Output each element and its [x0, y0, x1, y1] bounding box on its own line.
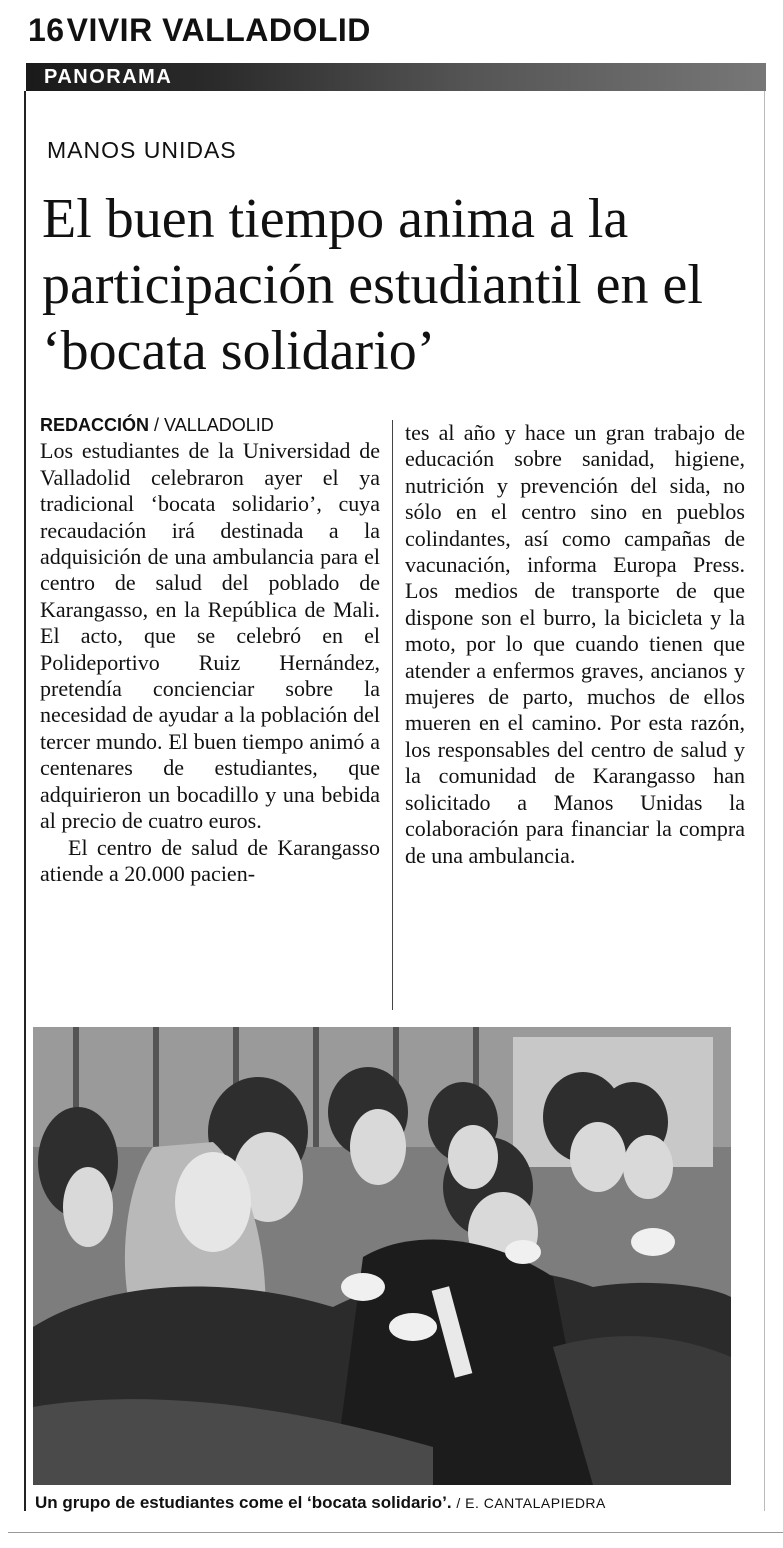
- bottom-rule: [8, 1532, 783, 1533]
- article-photo: [33, 1027, 731, 1485]
- byline: REDACCIÓN / VALLADOLID: [40, 415, 274, 435]
- photo-credit: E. CANTALAPIEDRA: [465, 1495, 606, 1511]
- caption-text: Un grupo de estudiantes come el ‘bocata solidario’.: [35, 1493, 452, 1512]
- article-paragraph: El centro de salud de Karangasso atiende a 20.000 pacien-: [40, 834, 380, 886]
- students-eating-photo: [33, 1027, 731, 1485]
- page-number: 16: [28, 12, 65, 48]
- article-headline: El buen tiempo anima a la participación estudiantil en el ‘bocata solidario’: [42, 188, 703, 382]
- frame-left-rule: [24, 91, 26, 1511]
- article-column-left: [40, 412, 380, 887]
- masthead: [28, 12, 371, 49]
- column-divider: [392, 420, 393, 1010]
- byline-author: REDACCIÓN: [40, 415, 150, 435]
- article-kicker: MANOS UNIDAS: [47, 137, 237, 163]
- section-bar: [26, 63, 766, 91]
- article-column-right: [405, 420, 745, 869]
- publication-name: VIVIR VALLADOLID: [66, 12, 371, 48]
- byline-location: VALLADOLID: [164, 415, 274, 435]
- section-label: PANORAMA: [44, 66, 173, 88]
- photo-caption: Un grupo de estudiantes come el ‘bocata solidario’. / E. CANTALAPIEDRA: [35, 1493, 606, 1512]
- frame-right-rule: [764, 91, 765, 1511]
- article-paragraph: Los estudiantes de la Universidad de Valladolid celebraron ayer el ya tradicional ‘bocata solidario’, cuya recaudación irá destinada a la adquisición de una ambulancia para el centro de salud del poblado de Karangasso, en la República de Mali. El acto, que se celebró en el Polideportivo Ruiz Hernández, pretendía concienciar sobre la necesidad de ayudar a la población del tercer mundo. El buen tiempo animó a centenares de estudiantes, que adquirieron un bocadillo y una bebida al precio de cuatro euros.: [40, 438, 380, 834]
- article-paragraph: tes al año y hace un gran trabajo de educación sobre sanidad, higiene, nutrición y prevención del sida, no sólo en el centro sino en pueblos colindantes, así como campañas de vacunación, informa Europa Press. Los medios de transporte de que dispone son el burro, la bicicleta y la moto, por lo que cuando tienen que atender a enfermos graves, ancianos y mujeres de parto, muchos de ellos mueren en el camino. Por esta razón, los responsables del centro de salud y la comunidad de Karangasso han solicitado a Manos Unidas la colaboración para financiar la compra de una ambulancia.: [405, 420, 745, 868]
